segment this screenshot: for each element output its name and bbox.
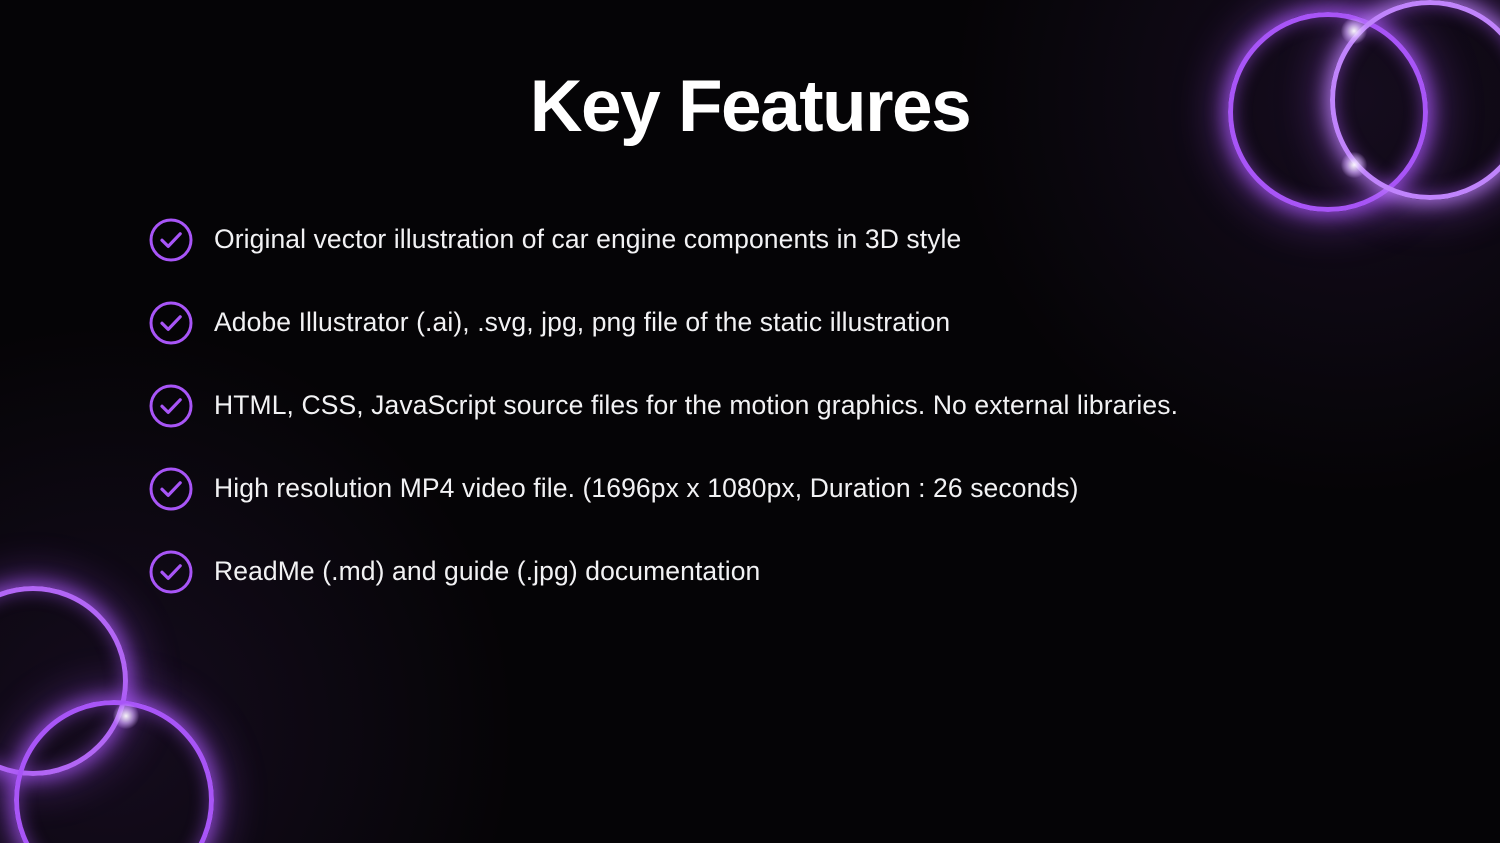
glow-highlight-top-right-upper (1341, 18, 1367, 44)
feature-text: Adobe Illustrator (.ai), .svg, jpg, png file of the static illustration (214, 306, 951, 337)
page-title: Key Features (529, 66, 971, 147)
glow-ring-bottom-left-a (0, 586, 128, 776)
list-item (148, 544, 1348, 599)
glow-highlight-bottom-left (113, 703, 139, 729)
check-circle-icon (148, 466, 194, 512)
list-item (148, 461, 1348, 516)
feature-text: HTML, CSS, JavaScript source files for the motion graphics. No external libraries. (214, 389, 1179, 420)
check-circle-icon (148, 383, 194, 429)
check-circle-icon (148, 549, 194, 595)
feature-text: ReadMe (.md) and guide (.jpg) documentation (214, 555, 761, 586)
check-circle-icon (148, 300, 194, 346)
glow-ring-bottom-left-b (14, 700, 214, 843)
check-circle-icon (148, 217, 194, 263)
feature-list (148, 212, 1348, 627)
feature-text: Original vector illustration of car engine components in 3D style (214, 223, 962, 254)
glow-highlight-top-right-lower (1341, 152, 1367, 178)
list-item (148, 212, 1348, 267)
list-item (148, 378, 1348, 433)
feature-text: High resolution MP4 video file. (1696px x 1080px, Duration : 26 seconds) (214, 472, 1079, 503)
list-item (148, 295, 1348, 350)
